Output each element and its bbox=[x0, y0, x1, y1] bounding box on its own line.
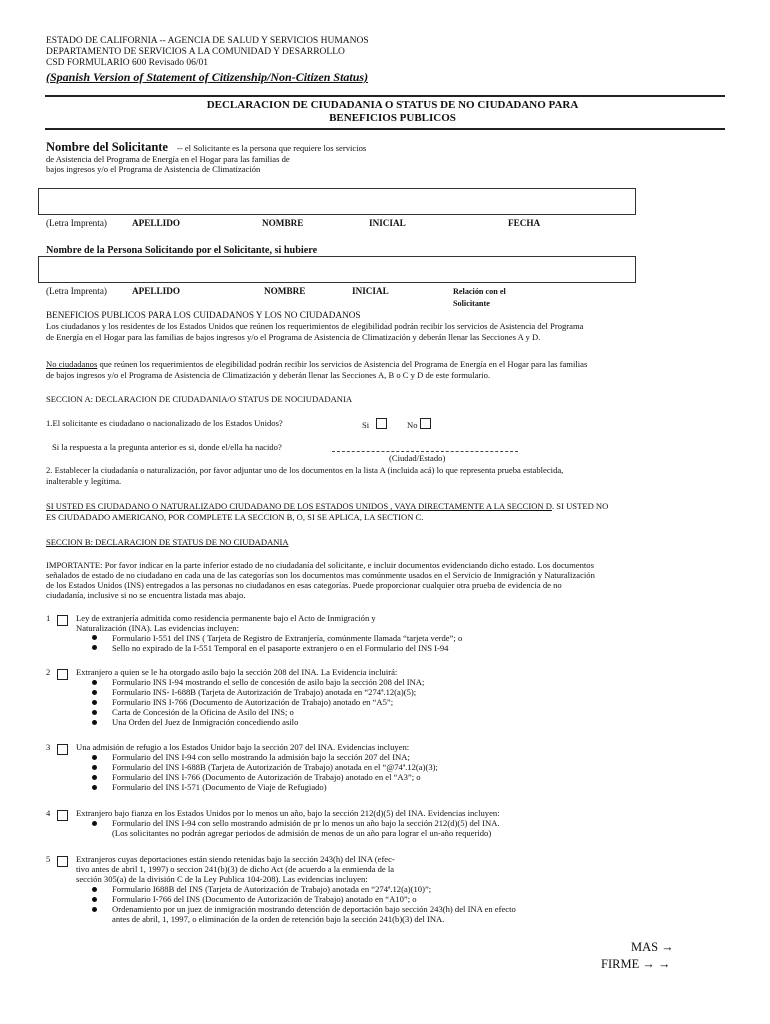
applicant-desc-2: de Asistencia del Programa de Energía en el Hogar para las familias de bbox=[46, 154, 290, 164]
first-name-label: NOMBRE bbox=[262, 218, 304, 228]
item-5-line-3: sección 305(a) de la división C de la Ley Publica 104-208). Las evidencias incluyen: bbox=[76, 874, 368, 884]
item-5-checkbox[interactable] bbox=[57, 853, 68, 871]
bullet-icon bbox=[92, 690, 97, 695]
applicant-heading: Nombre del Solicitante bbox=[46, 140, 168, 154]
item-1-checkbox[interactable] bbox=[57, 612, 68, 630]
checkbox-icon[interactable] bbox=[57, 615, 68, 626]
item-3-bullet-1: Formulario del INS I-94 con sello mostrando la admisión bajo la sección 207 del INA; bbox=[112, 752, 410, 762]
important-1: IMPORTANTE: Por favor indicar en la parte inferior estado de no ciudadanía del solicitante, e incluir documentos evidenciando dicho estado. Los documentos bbox=[46, 560, 594, 570]
relation-label-1: Relación con el bbox=[453, 287, 506, 296]
bullet-icon bbox=[92, 700, 97, 705]
item-2-bullet-5: Una Orden del Juez de Inmigración concediendo asilo bbox=[112, 717, 299, 727]
requester-heading: Nombre de la Persona Solicitando por el Solicitante, si hubiere bbox=[46, 245, 318, 256]
city-state-label: (Ciudad/Estado) bbox=[389, 453, 446, 463]
bullet-icon bbox=[92, 680, 97, 685]
item-5-tail: antes de abril, 1, 1997, o eliminación de la orden de retención bajo la sección 241(b)(3) del INA. bbox=[112, 914, 445, 924]
initial-label: INICIAL bbox=[369, 218, 406, 228]
title-line-2: BENEFICIOS PUBLICOS bbox=[329, 112, 456, 124]
print-label-2: (Letra Imprenta) bbox=[46, 286, 107, 296]
checkbox-icon[interactable] bbox=[57, 669, 68, 680]
item-1-bullet-1: Formulario I-551 del INS ( Tarjeta de Registro de Extranjería, comúnmente llamada “tarjeta verde”; o bbox=[112, 633, 463, 643]
section-a-heading: SECCION A: DECLARACION DE CIUDADANIA/O STATUS DE NOCIUDADANIA bbox=[46, 394, 353, 404]
checkbox-icon[interactable] bbox=[57, 810, 68, 821]
yes-checkbox[interactable] bbox=[376, 418, 387, 429]
sign-indicator: FIRME → → bbox=[601, 957, 671, 971]
noncitizen-p2: de bajos ingresos y/o el Programa de Asistencia de Climatización y deberán llenar las Secciones A, B o C y D de este formulario. bbox=[46, 370, 491, 380]
item-1-line-1: Ley de extranjería admitida como residencia permanente bajo el Acto de Inmigración y bbox=[76, 613, 376, 623]
agency-line: ESTADO DE CALIFORNIA -- AGENCIA DE SALUD Y SERVICIOS HUMANOS bbox=[46, 36, 369, 46]
form-title bbox=[160, 99, 625, 125]
applicant-desc-1: -- el Solicitante es la persona que requiere los servicios bbox=[177, 143, 367, 153]
item-3-number: 3 bbox=[46, 742, 51, 752]
bullet-icon bbox=[92, 720, 97, 725]
item-1-number: 1 bbox=[46, 613, 51, 623]
relation-label-2: Solicitante bbox=[453, 299, 490, 308]
item-5-line-1: Extranjeros cuyas deportaciones están siendo retenidas bajo la sección 243(h) del INA (efec- bbox=[76, 854, 395, 864]
item-3-bullet-3: Formulario del INS I-766 (Documento de Autorización de Trabajo) anotado en el “A3”; o bbox=[112, 772, 421, 782]
last-name-label-2: APELLIDO bbox=[132, 286, 180, 296]
bullet-icon bbox=[92, 775, 97, 780]
last-name-label: APELLIDO bbox=[132, 218, 180, 228]
item-5-bullet-1: Formulario I688B del INS (Tarjeta de Autorización de Trabajo) anotada en “274ª.12(a)(10)”; bbox=[112, 884, 432, 894]
bullet-icon bbox=[92, 765, 97, 770]
question-2a: 2. Establecer la ciudadanía o naturalización, por favor adjuntar uno de los documentos en la lista A (incluida acá) lo que representa prueba establecida, bbox=[46, 465, 564, 475]
item-3-line-1: Una admisión de refugio a los Estados Unidor bajo la sección 207 del INA. Evidencias incluyen: bbox=[76, 742, 410, 752]
item-2-bullet-2: Formulario INS- I-688B (Tarjeta de Autorización de Trabajo) anotada en “274ª.12(a)(5); bbox=[112, 687, 417, 697]
item-1-bullet-2: Sello no expirado de la I-551 Temporal en el pasaporte extranjero o en el Formulario del INS I-94 bbox=[112, 643, 449, 653]
item-4-bullet-1: Formulario del INS I-94 con sello mostrando admisión de pr lo menos un año bajo la sección 212(d)(5) del INA. bbox=[112, 818, 500, 828]
bullet-icon bbox=[92, 710, 97, 715]
important-3: de los Estados Unidos (INS) entregados a las personas no ciudadanos en esas categorías. Puede proporcionar cualquier otra prueba de evidencia de no bbox=[46, 580, 562, 590]
item-4-checkbox[interactable] bbox=[57, 807, 68, 825]
title-rule-bottom bbox=[45, 128, 725, 130]
noncitizen-text: que reúnen los requerimientos de elegibilidad podrán recibir los servicios de Asistencia del Programa de Energía en el Hogar para las familias bbox=[97, 359, 588, 369]
item-4-note: (Los solicitantes no podrán agregar periodos de admisión de menos de un año para lograr el un-año requerido) bbox=[112, 828, 492, 838]
item-4-number: 4 bbox=[46, 808, 51, 818]
item-5-line-2: tivo antes de abril 1, 1997) o seccion 241(b)(3) de dicho Act (de acuerdo a la enmienda de la bbox=[76, 864, 395, 874]
question-1: 1.El solicitante es ciudadano o nacionalizado de los Estados Unidos? bbox=[46, 418, 283, 428]
no-option[interactable] bbox=[407, 418, 431, 430]
initial-label-2: INICIAL bbox=[352, 286, 389, 296]
item-1-line-2: Naturalización (INA). Las evidencias incluyen: bbox=[76, 623, 239, 633]
no-checkbox[interactable] bbox=[420, 418, 431, 429]
bullet-icon bbox=[92, 785, 97, 790]
item-2-bullet-3: Formulario INS I-766 (Documento de Autorización de Trabajo) anotado en “A5”; bbox=[112, 697, 394, 707]
benefits-p2: de Energía en el Hogar para las familias de bajos ingresos y/o el Programa de Asistencia de Climatización y deberán llenar las Secciones A y D. bbox=[46, 332, 541, 342]
date-label: FECHA bbox=[508, 218, 541, 228]
yes-option[interactable] bbox=[362, 418, 387, 430]
item-2-bullet-4: Carta de Concesión de la Oficina de Asilo del INS; o bbox=[112, 707, 294, 717]
bullet-icon bbox=[92, 755, 97, 760]
print-label: (Letra Imprenta) bbox=[46, 218, 107, 228]
applicant-name-field[interactable] bbox=[38, 188, 636, 215]
bullet-icon bbox=[92, 897, 97, 902]
item-3-bullet-4: Formulario del INS I-571 (Documento de Viaje de Refugiado) bbox=[112, 782, 327, 792]
bullet-icon bbox=[92, 887, 97, 892]
notice-rest: . SI USTED NO bbox=[552, 501, 609, 511]
notice-underlined: SI USTED ES CIUDADANO O NATURALIZADO CIUDADANO DE LOS ESTADOS UNIDOS , VAYA DIRECTAMENTE A LA SECCION D bbox=[46, 501, 552, 511]
item-3-bullet-2: Formulario del INS I-688B (Tarjeta de Autorización de Trabajo) anotada en el “@74ª.12(a)(3); bbox=[112, 762, 438, 772]
notice-line-1 bbox=[46, 501, 608, 511]
applicant-desc-3: bajos ingresos y/o el Programa de Asistencia de Climatización bbox=[46, 164, 261, 174]
item-5-bullet-2: Formulario I-766 del INS (Documento de Autorización de Trabajo) anotado en “A10”; o bbox=[112, 894, 417, 904]
department-line: DEPARTAMENTO DE SERVICIOS A LA COMUNIDAD Y DESARROLLO bbox=[46, 47, 345, 57]
item-5-number: 5 bbox=[46, 854, 51, 864]
bullet-icon bbox=[92, 821, 97, 826]
requester-name-field[interactable] bbox=[38, 256, 636, 283]
checkbox-icon[interactable] bbox=[57, 744, 68, 755]
item-2-bullet-1: Formulario INS I-94 mostrando el sello de concesión de asilo bajo la sección 208 del INA; bbox=[112, 677, 425, 687]
notice-line-2: ES CIUDADADO AMERICANO, POR COMPLETE LA SECCION B, O, SI SE APLICA, LA SECTION C. bbox=[46, 512, 424, 522]
english-subtitle: (Spanish Version of Statement of Citizenship/Non-Citizen Status) bbox=[46, 70, 369, 84]
question-2b: inalterable y legítima. bbox=[46, 476, 122, 486]
no-label: No bbox=[407, 420, 418, 430]
section-b-heading: SECCION B: DECLARACION DE STATUS DE NO CIUDADANIA bbox=[46, 537, 289, 547]
item-3-checkbox[interactable] bbox=[57, 741, 68, 759]
form-number: CSD FORMULARIO 600 Revisado 06/01 bbox=[46, 58, 209, 68]
title-rule-top bbox=[45, 95, 725, 97]
benefits-heading: BENEFICIOS PUBLICOS PARA LOS CUIDADANOS Y LOS NO CIUDADANOS bbox=[46, 310, 361, 320]
noncitizen-lead: No ciudadanos bbox=[46, 359, 98, 369]
first-name-label-2: NOMBRE bbox=[264, 286, 306, 296]
birthplace-line[interactable] bbox=[332, 451, 518, 452]
yes-label: Si bbox=[362, 420, 370, 430]
checkbox-icon[interactable] bbox=[57, 856, 68, 867]
item-5-bullet-3: Ordenamiento por un juez de inmigración mostrando detención de deportación bajo sección 243(h) del INA en efecto bbox=[112, 904, 516, 914]
item-2-line-1: Extranjero a quien se le ha otorgado asilo bajo la sección 208 del INA. La Evidencia incluirá: bbox=[76, 667, 398, 677]
item-2-checkbox[interactable] bbox=[57, 666, 68, 684]
noncitizen-p1 bbox=[46, 359, 587, 369]
important-2: señalados de estado de no ciudadano en cada una de las categorías son los documentos mas comúnmente usados en el Servicio de Inmigración y Naturalización bbox=[46, 570, 595, 580]
important-4: ciudadanía, inclusive si no se encuentra listada mas abajo. bbox=[46, 590, 246, 600]
bullet-icon bbox=[92, 635, 97, 640]
question-1b: Si la respuesta a la pregunta anterior es si, donde el/ella ha nacido? bbox=[52, 442, 282, 452]
bullet-icon bbox=[92, 645, 97, 650]
item-2-number: 2 bbox=[46, 667, 51, 677]
more-indicator: MAS → bbox=[631, 940, 674, 954]
bullet-icon bbox=[92, 907, 97, 912]
title-line-1: DECLARACION DE CIUDADANIA O STATUS DE NO CIUDADANO PARA bbox=[206, 99, 579, 111]
item-4-line-1: Extranjero bajo fianza en los Estados Unidos por lo menos un año, bajo la sección 212(d)(5) del INA. Evidencias incluyen: bbox=[76, 808, 500, 818]
benefits-p1: Los ciudadanos y los residentes de los Estados Unidos que reúnen los requerimientos de elegibilidad podrán recibir los servicios de Asistencia del Programa bbox=[46, 321, 584, 331]
